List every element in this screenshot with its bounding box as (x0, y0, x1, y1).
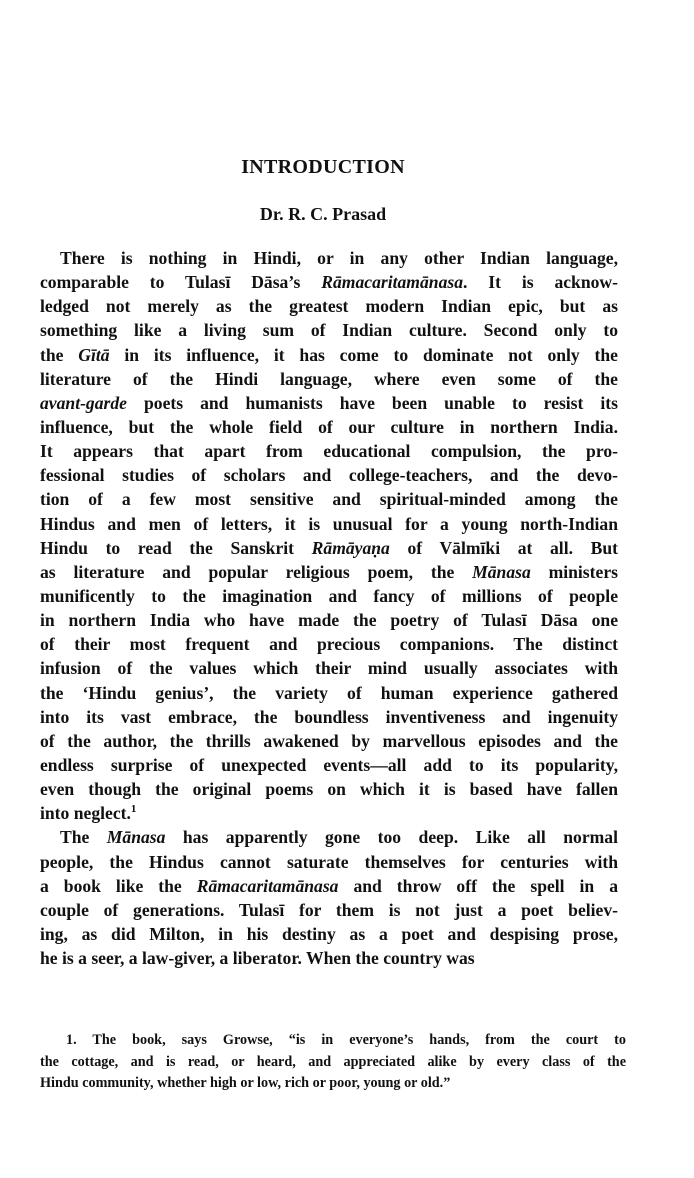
text-run: he is a seer, a law-giver, a liberator. When the country was (40, 948, 475, 969)
text-run: in northern India who have made the poetry of Tulasī Dāsa one (40, 610, 618, 631)
text-run: Hindu to read the Sanskrit (40, 537, 312, 558)
text-line (40, 874, 618, 898)
footnote-line: the cottage, and is read, or heard, and appreciated alike by every class of the (40, 1053, 626, 1070)
text-run: couple of generations. Tulasī for them is not just a poet believ- (40, 899, 618, 920)
text-run: even though the original poems on which it is based have fallen (40, 779, 618, 800)
text-run: in its influence, it has come to dominate not only the (109, 344, 618, 365)
text-line (40, 367, 618, 391)
text-run: . It is acknow- (463, 272, 618, 293)
footnote-ref: 1 (130, 803, 137, 816)
text-run: ing, as did Milton, in his destiny as a poet and despising prose, (40, 923, 618, 944)
text-line (40, 898, 618, 922)
text-line (40, 415, 618, 439)
text-run: as literature and popular religious poem, the (40, 561, 473, 582)
text-line (40, 246, 618, 270)
text-line (40, 608, 618, 632)
italic-text: Rāmacaritamānasa (196, 875, 339, 896)
text-run: ministers (530, 561, 618, 582)
text-line (40, 656, 618, 680)
text-line (40, 439, 618, 463)
text-line (40, 729, 618, 753)
text-line (40, 777, 618, 801)
text-run: literature of the Hindi language, where even some of the (40, 368, 618, 389)
italic-text: Mānasa (472, 561, 531, 582)
text-run: a book like the (40, 875, 197, 896)
text-run: and throw off the spell in a (338, 875, 618, 896)
text-line (40, 560, 618, 584)
text-run: the (40, 344, 79, 365)
text-run: Hindus and men of letters, it is unusual for a young north-Indian (40, 513, 618, 534)
text-run: endless surprise of unexpected events—all add to its popularity, (40, 754, 618, 775)
text-run: It appears that apart from educational compulsion, the pro- (40, 441, 618, 462)
text-line (40, 922, 618, 946)
footnote (40, 1030, 626, 1095)
text-line (40, 705, 618, 729)
text-run: has apparently gone too deep. Like all normal (165, 827, 618, 848)
text-line (40, 825, 618, 849)
italic-text: Gītā (78, 344, 110, 365)
text-run: something like a living sum of Indian culture. Second only to (40, 320, 618, 341)
footnote-line: 1. The book, says Growse, “is in everyone’s hands, from the court to (66, 1032, 626, 1048)
text-run: ledged not merely as the greatest modern Indian epic, but as (40, 296, 618, 317)
text-run: fessional studies of scholars and college-teachers, and the devo- (40, 465, 618, 486)
text-line (40, 270, 618, 294)
text-run: the ‘Hindu genius’, the variety of human experience gathered (40, 682, 618, 703)
text-run: There is nothing in Hindi, or in any other Indian language, (60, 248, 618, 268)
text-run: of their most frequent and precious companions. The distinct (40, 634, 618, 655)
text-line (40, 681, 618, 705)
page-title: INTRODUCTION (241, 156, 405, 178)
text-line (40, 753, 618, 777)
text-run: of the author, the thrills awakened by marvellous episodes and the (40, 730, 618, 751)
text-run: people, the Hindus cannot saturate themselves for centuries with (40, 851, 618, 872)
text-line (40, 487, 618, 511)
text-line (40, 391, 618, 415)
text-line (40, 584, 618, 608)
text-line (40, 536, 618, 560)
text-run: poets and humanists have been unable to resist its (126, 392, 618, 413)
text-line (40, 850, 618, 874)
text-run: The (60, 827, 107, 848)
text-run: into neglect. (40, 803, 131, 824)
author-name: Dr. R. C. Prasad (259, 204, 387, 224)
text-line (40, 632, 618, 656)
italic-text: avant-garde (40, 392, 127, 413)
text-run: into its vast embrace, the boundless inventiveness and ingenuity (40, 706, 618, 727)
text-line (40, 512, 618, 536)
body-text (40, 246, 618, 970)
footnote-line: Hindu community, whether high or low, rich or poor, young or old.” (40, 1075, 451, 1091)
italic-text: Rāmacaritamānasa (321, 272, 464, 293)
text-line (40, 463, 618, 487)
text-line (40, 294, 618, 318)
text-run: of Vālmīki at all. But (389, 537, 618, 558)
text-run: influence, but the whole field of our culture in northern India. (40, 416, 618, 437)
text-run: infusion of the values which their mind usually associates with (40, 658, 618, 679)
italic-text: Mānasa (106, 827, 166, 848)
text-run: munificently to the imagination and fancy of millions of people (40, 585, 618, 606)
italic-text: Rāmāyaṇa (311, 537, 390, 558)
text-run: tion of a few most sensitive and spiritual-minded among the (40, 489, 618, 510)
text-line (40, 318, 618, 342)
text-line (40, 343, 618, 367)
text-run: comparable to Tulasī Dāsa’s (40, 272, 322, 293)
text-line (40, 946, 618, 970)
text-line (40, 801, 618, 825)
